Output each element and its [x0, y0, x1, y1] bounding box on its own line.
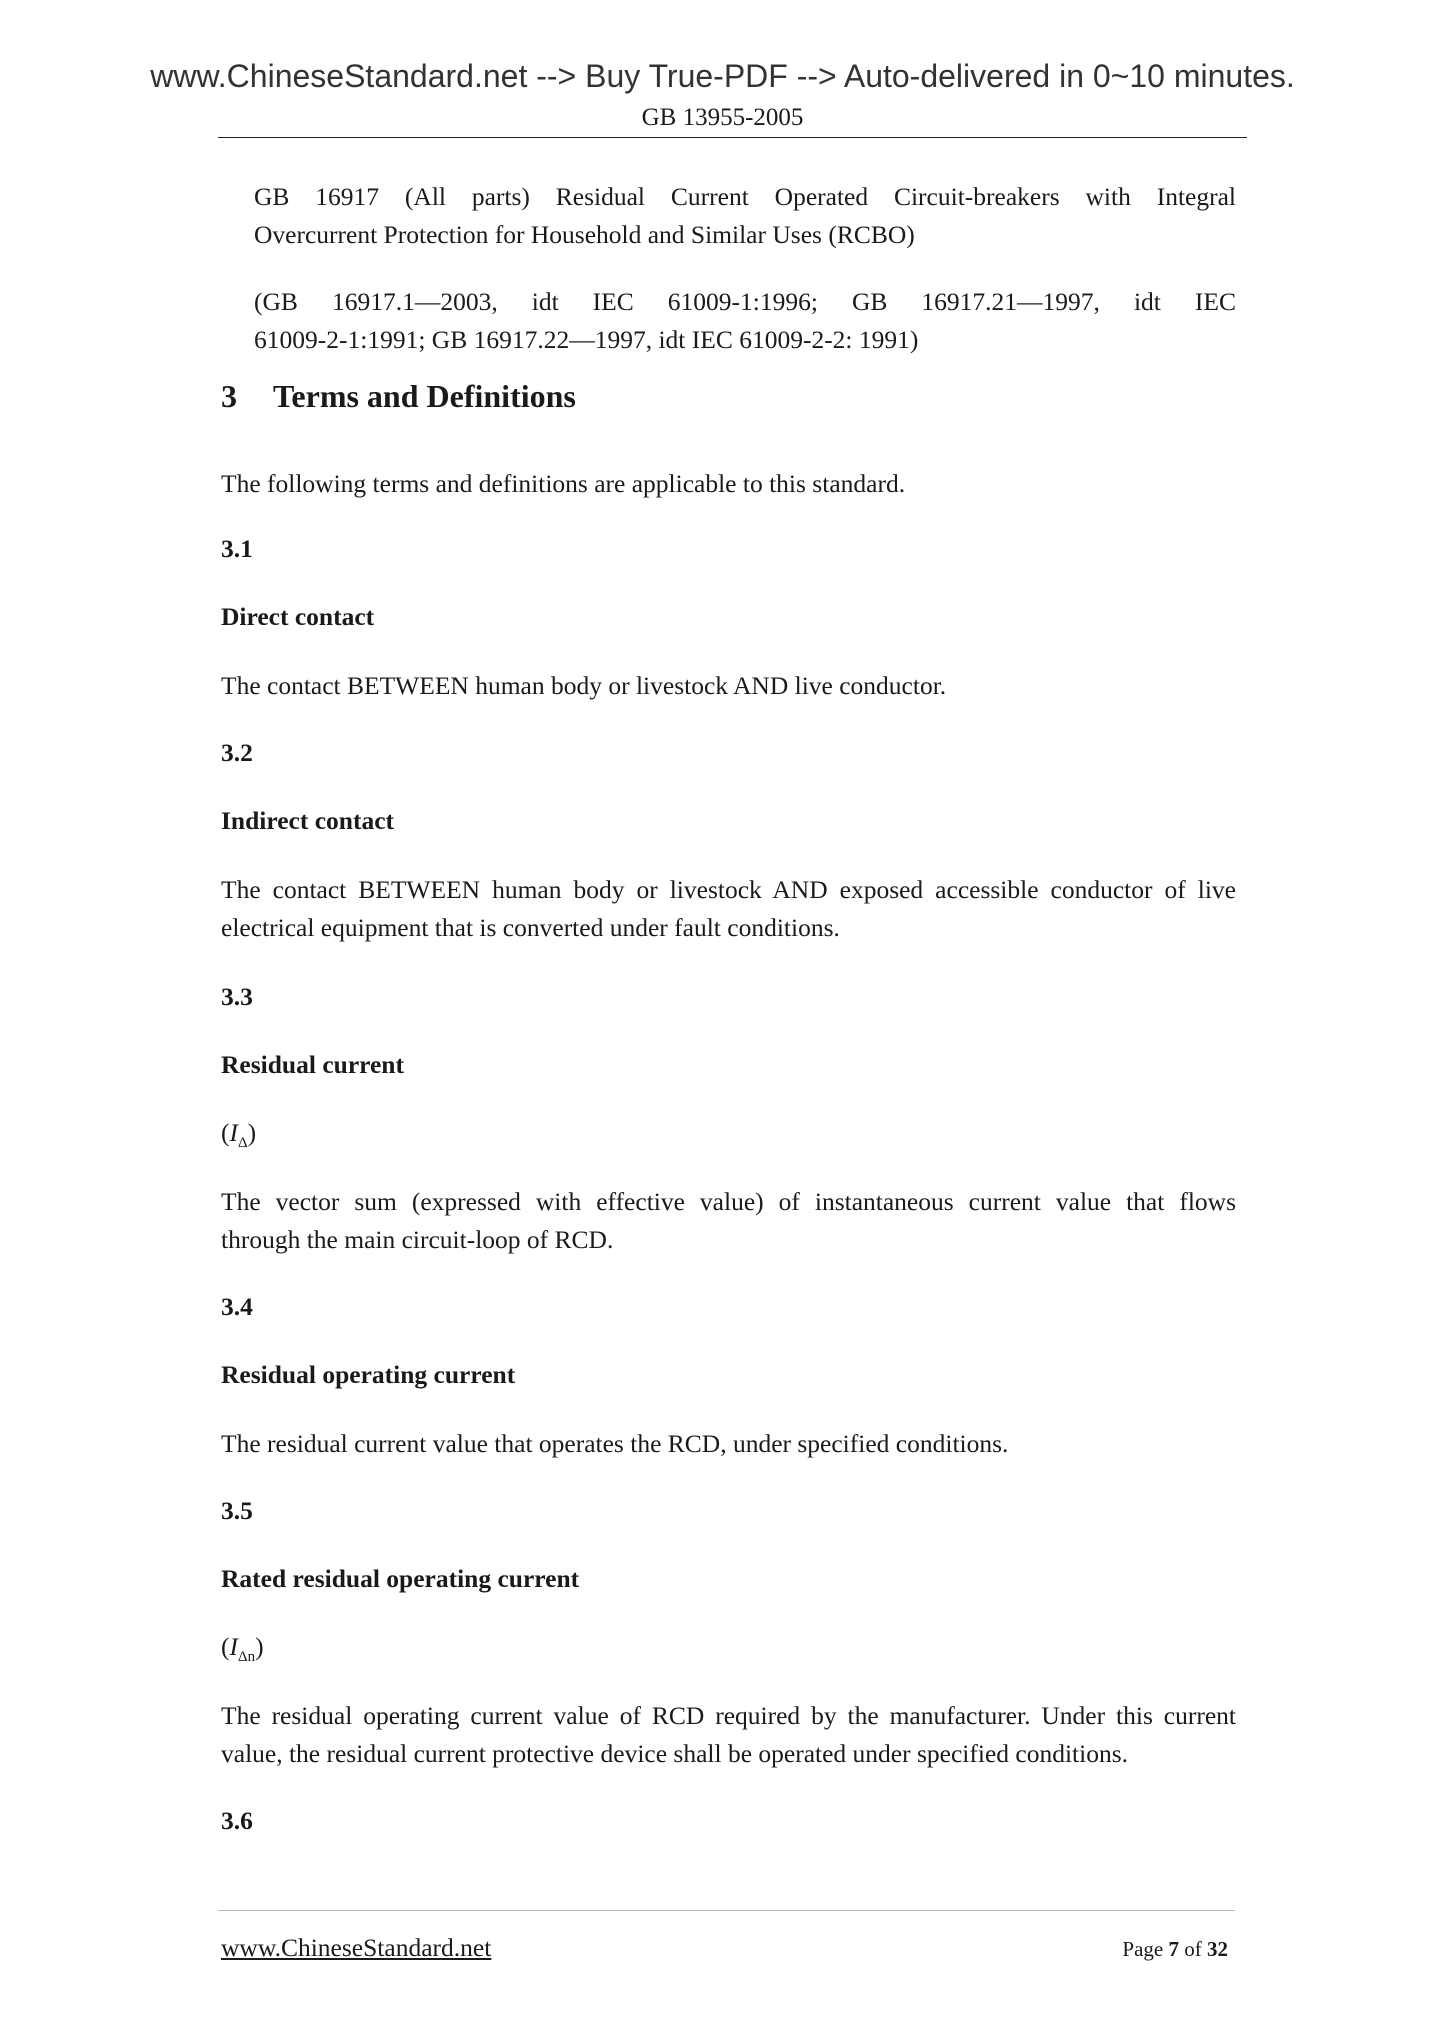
- term-definition: [221, 1183, 1236, 1259]
- term-number: 3.3: [221, 982, 253, 1011]
- term-name: Indirect contact: [221, 806, 395, 835]
- symbol-subscript: Δn: [238, 1649, 256, 1666]
- term-definition-line: The vector sum (expressed with effective value) of instantaneous current value that flows: [221, 1187, 1236, 1216]
- term-number: 3.1: [221, 534, 253, 563]
- term-name: Direct contact: [221, 602, 375, 631]
- reference-idt-line-2: 61009-2-1:1991; GB 16917.22—1997, idt IEC 61009-2-2: 1991): [254, 325, 919, 354]
- page-number: [1122, 1937, 1228, 1962]
- reference-rcbo-line-1: GB 16917 (All parts) Residual Current Operated Circuit-breakers with Integral: [254, 182, 1236, 211]
- footer-divider: [218, 1910, 1235, 1911]
- reference-rcbo-line-2: Overcurrent Protection for Household and Similar Uses (RCBO): [254, 220, 915, 249]
- symbol-letter: I: [229, 1632, 238, 1661]
- reference-idt: [254, 283, 1236, 359]
- section-title: Terms and Definitions: [273, 378, 576, 414]
- term-name: Residual operating current: [221, 1360, 516, 1389]
- term-symbol: $(I_{\Delta n})$: [221, 1632, 264, 1666]
- section-number: 3: [221, 378, 237, 414]
- term-definition-line: The residual operating current value of RCD required by the manufacturer. Under this current: [221, 1701, 1236, 1730]
- reference-idt-line-1: (GB 16917.1—2003, idt IEC 61009-1:1996; GB 16917.21—1997, idt IEC: [254, 287, 1236, 316]
- term-definition: [221, 1697, 1236, 1773]
- document-code: GB 13955-2005: [641, 104, 804, 131]
- term-symbol: $(I_\Delta)$: [221, 1118, 257, 1152]
- term-definition: [221, 1425, 1236, 1463]
- term-definition-line: value, the residual current protective device shall be operated under specified conditions.: [221, 1739, 1129, 1768]
- term-definition: [221, 667, 1236, 705]
- symbol-subscript: Δ: [238, 1135, 248, 1152]
- page-total: 32: [1207, 1937, 1228, 1961]
- term-definition: [221, 871, 1236, 947]
- site-banner: www.ChineseStandard.net --> Buy True-PDF --> Auto-delivered in 0~10 minutes.: [150, 58, 1295, 94]
- term-number: 3.4: [221, 1292, 253, 1321]
- section-intro: The following terms and definitions are applicable to this standard.: [221, 469, 906, 498]
- page-of: of: [1179, 1937, 1207, 1961]
- term-definition-line: electrical equipment that is converted under fault conditions.: [221, 913, 840, 942]
- page-current: 7: [1168, 1937, 1179, 1961]
- term-name: Rated residual operating current: [221, 1564, 580, 1593]
- header-divider: [218, 137, 1247, 138]
- term-definition-line: The residual current value that operates the RCD, under specified conditions.: [221, 1429, 1009, 1458]
- page-prefix: Page: [1122, 1937, 1169, 1961]
- section-heading: [221, 378, 576, 415]
- term-number: 3.5: [221, 1496, 253, 1525]
- term-number: 3.2: [221, 738, 253, 767]
- term-definition-line: through the main circuit-loop of RCD.: [221, 1225, 614, 1254]
- term-definition-line: The contact BETWEEN human body or livestock AND live conductor.: [221, 671, 947, 700]
- term-name: Residual current: [221, 1050, 404, 1079]
- term-number: 3.6: [221, 1806, 253, 1835]
- reference-rcbo: [254, 178, 1236, 254]
- term-definition-line: The contact BETWEEN human body or livestock AND exposed accessible conductor of live: [221, 875, 1236, 904]
- symbol-letter: I: [229, 1118, 238, 1147]
- footer-site-link[interactable]: www.ChineseStandard.net: [221, 1933, 492, 1962]
